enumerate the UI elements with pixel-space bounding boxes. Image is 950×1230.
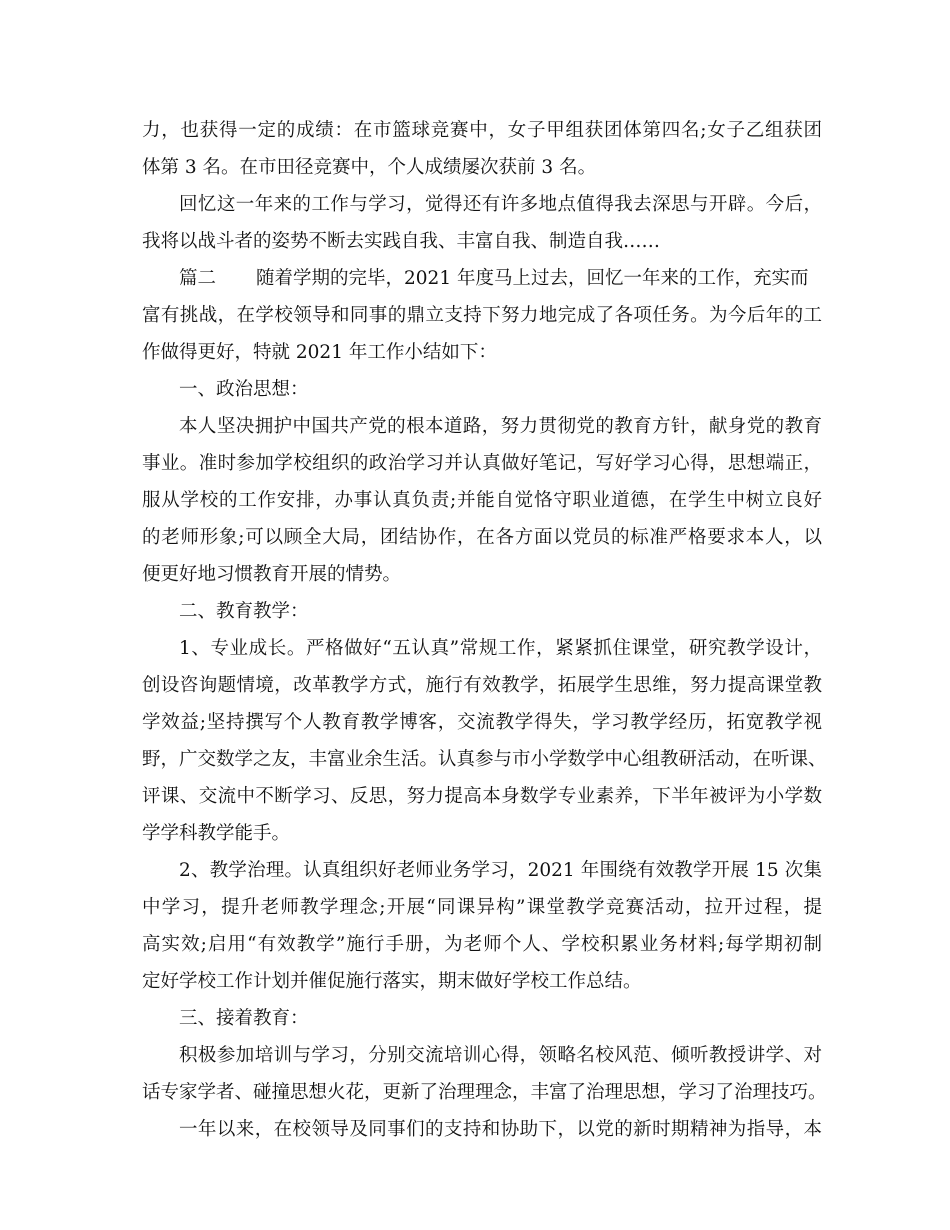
section-intro-text: 随着学期的完毕，2021 年度马上过去，回忆一年来的工作，充实而 xyxy=(256,268,809,289)
text-line: 高实效;启用“有效教学”施行手册，为老师个人、学校积累业务材料;每学期初制 xyxy=(142,934,822,955)
text-line: 我将以战斗者的姿势不断去实践自我、丰富自我、制造自我…… xyxy=(142,231,661,252)
text-line: 事业。准时参加学校组织的政治学习并认真做好笔记，写好学习心得，思想端正， xyxy=(142,453,822,474)
paragraph-first-line: 回忆这一年来的工作与学习，觉得还有许多地点值得我去深思与开辟。今后， xyxy=(179,194,822,215)
text-line: 野，广交数学之友，丰富业余生活。认真参与市小学数学中心组教研活动，在听课、 xyxy=(142,749,827,770)
text-line: 力，也获得一定的成绩：在市篮球竞赛中，女子甲组获团体第四名;女子乙组获团 xyxy=(142,120,822,141)
section-heading: 一、政治思想： xyxy=(179,379,309,400)
text-line: 的老师形象;可以顾全大局，团结协作，在各方面以党员的标准严格要求本人，以 xyxy=(142,527,822,548)
text-line: 评课、交流中不断学习、反思，努力提高本身数学专业素养，下半年被评为小学数 xyxy=(142,786,822,807)
text-line: 中学习，提升老师教学理念;开展“同课异构”课堂教学竞赛活动，拉开过程，提 xyxy=(142,897,822,918)
paragraph-first-line: 积极参加培训与学习，分别交流培训心得，领略名校风范、倾听教授讲学、对 xyxy=(179,1045,822,1066)
text-line: 学效益;坚持撰写个人教育教学博客，交流教学得失，学习教学经历，拓宽教学视 xyxy=(142,712,822,733)
text-line: 定好学校工作计划并催促施行落实，期末做好学校工作总结。 xyxy=(142,971,642,992)
paragraph-first-line: 2、教学治理。认真组织好老师业务学习，2021 年围绕有效教学开展 15 次集 xyxy=(179,860,822,881)
text-line: 学学科教学能手。 xyxy=(142,823,291,844)
text-line: 体第 3 名。在市田径竞赛中，个人成绩屡次获前 3 名。 xyxy=(142,157,597,178)
paragraph-first-line: 一年以来，在校领导及同事们的支持和协助下，以党的新时期精神为指导，本 xyxy=(179,1119,822,1140)
text-line: 作做得更好，特就 2021 年工作小结如下： xyxy=(142,342,497,363)
paragraph-first-line: 1、专业成长。严格做好“五认真”常规工作，紧紧抓住课堂，研究教学设计， xyxy=(179,638,822,659)
section-intro-line xyxy=(142,260,822,297)
text-line: 话专家学者、碰撞思想火花，更新了治理理念，丰富了治理思想，学习了治理技巧。 xyxy=(142,1082,827,1103)
text-line: 富有挑战，在学校领导和同事的鼎立支持下努力地完成了各项任务。为今后年的工 xyxy=(142,305,822,326)
section-label: 篇二 xyxy=(179,268,217,289)
section-heading: 三、接着教育： xyxy=(179,1008,309,1029)
text-line: 创设咨询题情境，改革教学方式，施行有效教学，拓展学生思维，努力提高课堂教 xyxy=(142,675,822,696)
document-body xyxy=(142,112,827,1148)
paragraph-first-line: 本人坚决拥护中国共产党的根本道路，努力贯彻党的教育方针，献身党的教育 xyxy=(179,416,822,437)
text-line: 便更好地习惯教育开展的情势。 xyxy=(142,564,402,585)
section-heading: 二、教育教学： xyxy=(179,601,309,622)
text-line: 服从学校的工作安排，办事认真负责;并能自觉恪守职业道德，在学生中树立良好 xyxy=(142,490,822,511)
